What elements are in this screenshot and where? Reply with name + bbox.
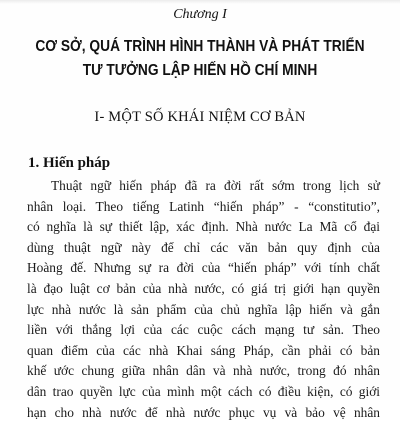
chapter-label: Chương I: [173, 7, 227, 22]
paragraph-line: hạn cho nhà nước để nhà nước phục vụ và bảo vệ nhân: [27, 404, 380, 420]
section-heading: I- MỘT SỐ KHÁI NIỆM CƠ BẢN: [94, 109, 306, 125]
chapter-title-line-2: TƯ TƯỞNG LẬP HIẾN HỒ CHÍ MINH: [82, 62, 318, 79]
paragraph-line: quan điểm của các nhà Khai sáng Pháp, cần phải có bản: [27, 342, 380, 358]
paragraph-line: là đạo luật cơ bản của nhà nước, có giá trị giới hạn quyền: [27, 281, 380, 296]
paragraph-line: dùng thuật ngữ này để chỉ các văn bản quy định của: [27, 239, 380, 255]
paragraph-line: lực nhà nước là sản phẩm của chủ nghĩa lập hiến và gắn: [27, 301, 380, 317]
paragraph-line: dân trao quyền lực của mình một cách có điều kiện, có giới: [27, 384, 380, 399]
paragraph-line: nhân loại. Theo tiếng Latinh “hiến pháp” - “constitutio”,: [27, 198, 380, 214]
top-bleed-from-previous-page: [0, 0, 400, 4]
paragraph-line: liền với thắng lợi của các cuộc cách mạng tư sản. Theo: [27, 322, 380, 338]
paragraph-line: có nghĩa là sự thiết lập, xác định. Nhà nước La Mã cổ đại: [27, 219, 380, 235]
subsection-heading: 1. Hiến pháp: [28, 155, 111, 171]
paragraph-line: khế ước chung giữa nhân dân và nhà nước, trong đó nhân: [27, 363, 380, 379]
chapter-title-line-1: CƠ SỞ, QUÁ TRÌNH HÌNH THÀNH VÀ PHÁT TRIỂN: [35, 38, 365, 55]
paragraph-line: Hoàng đế. Nhưng sự ra đời của “hiến pháp” với tính chất: [27, 260, 380, 276]
paragraph-line: Thuật ngữ hiến pháp đã ra đời rất sớm trong lịch sử: [51, 178, 380, 193]
